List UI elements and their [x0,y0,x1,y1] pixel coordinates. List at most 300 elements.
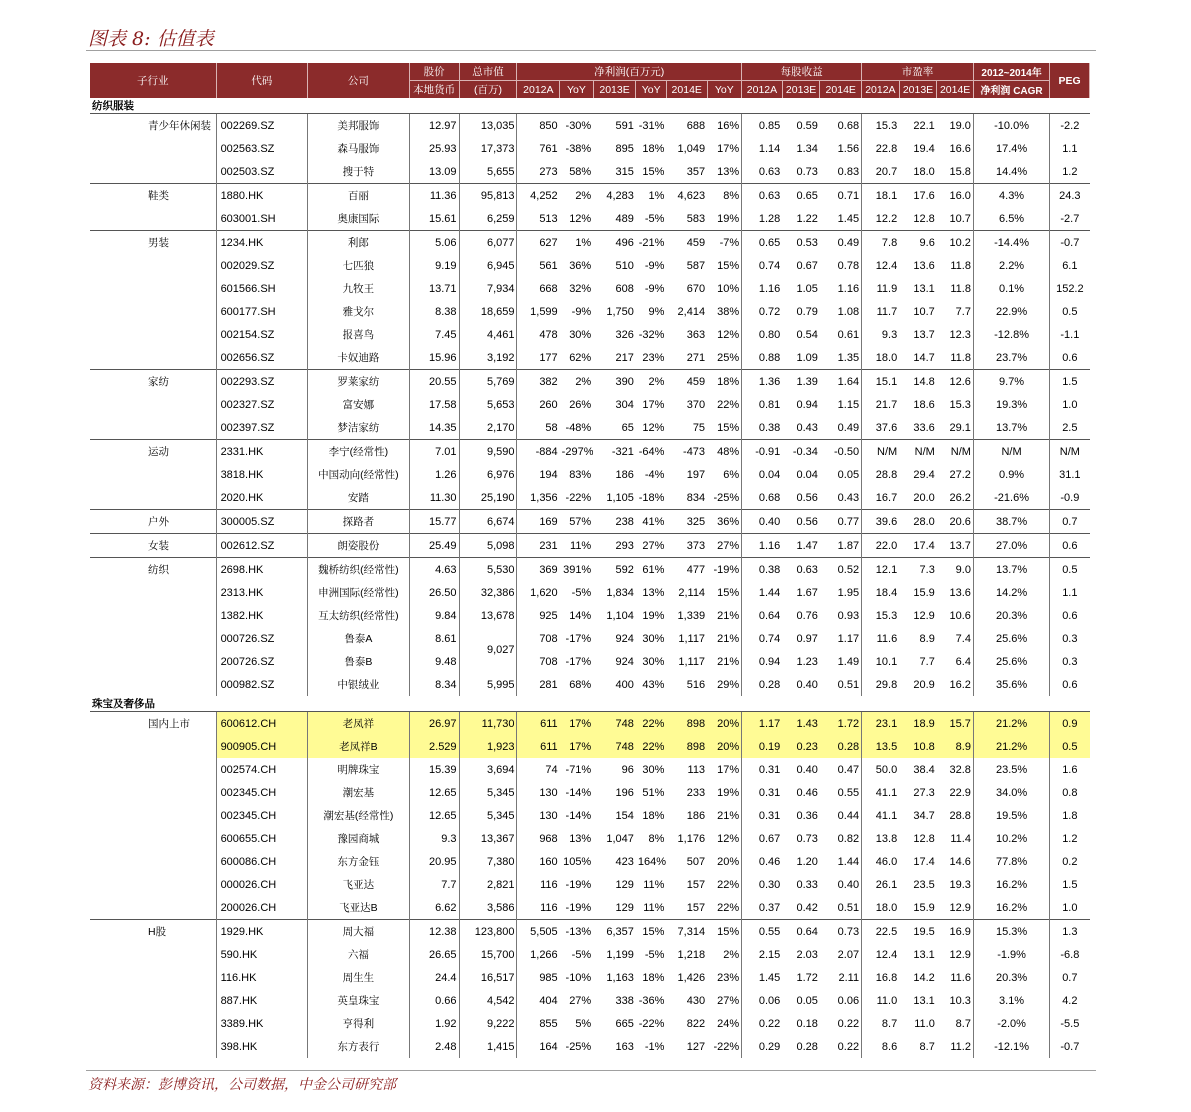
eps-2014e-cell: 1.15 [820,393,862,416]
price-cell: 24.4 [409,966,459,989]
sub-industry-cell [90,254,216,277]
np-2013e-cell: 1,105 [606,491,634,504]
header-np-yoy-2014: YoY [707,81,742,99]
header-market-cap: 总市值 [459,63,517,81]
cagr-cell: 23.7% [973,346,1049,370]
market-cap-cell: 9,222 [459,1012,517,1035]
peg-cell: -0.7 [1050,231,1090,255]
pe-2014e-cell: 15.7 [937,712,974,736]
cagr-cell: 38.7% [973,510,1049,534]
pe-2012a-cell: 18.4 [875,586,898,599]
cagr-cell: 21.2% [973,735,1049,758]
eps-2012a-cell: 0.64 [758,609,781,622]
code-cell: 002656.SZ [216,346,308,370]
eps-2012a-cell: 0.74 [758,632,781,645]
np-yoy-2012-cell: -30% [565,119,592,132]
table-row [90,920,1090,944]
pe-2014e-cell: 11.8 [937,277,974,300]
eps-2013e-cell: 0.43 [796,421,818,434]
np-2014e-cell: 1,117 [678,655,706,668]
sub-industry-cell [90,966,216,989]
np-2012a-cell: 561 [539,259,558,272]
pe-2013e-cell: 38.4 [913,763,935,776]
np-2014e-cell: 233 [686,786,706,799]
price-cell: 26.50 [409,581,459,604]
np-yoy-2013-cell: 19% [642,609,665,622]
market-cap-cell: 6,945 [459,254,517,277]
np-yoy-2012-cell: -297% [560,440,594,464]
header-np-yoy-2013: YoY [636,81,667,99]
code-cell: 000726.SZ [216,627,308,650]
table-row [90,486,1090,510]
np-yoy-2013-cell: 30% [642,655,665,668]
np-2012a-cell: 160 [539,855,558,868]
market-cap-cell: 4,461 [459,323,517,346]
price-cell: 8.38 [409,300,459,323]
peg-cell: 1.6 [1062,763,1078,776]
peg-cell: -5.5 [1060,1017,1080,1030]
market-cap-cell: 2,821 [459,873,517,896]
pe-2014e-cell: 7.7 [937,300,974,323]
company-cell: 六福 [308,943,410,966]
eps-2013e-cell: -0.34 [782,440,820,464]
eps-2012a-cell: 1.16 [742,534,783,558]
np-2012a-cell: 74 [545,763,558,776]
table-row [90,114,1090,138]
np-2014e-cell: 357 [686,165,706,178]
eps-2012a-cell: 1.44 [758,586,781,599]
np-yoy-2013-cell: 9% [648,305,665,318]
price-cell: 7.45 [409,323,459,346]
eps-2013e-cell: 0.56 [796,491,818,504]
np-2013e-cell: 338 [615,994,634,1007]
sub-industry-cell [90,486,216,510]
pe-2012a-cell: 12.2 [875,212,898,225]
eps-2012a-cell: 0.85 [758,119,781,132]
sub-industry-cell [90,160,216,184]
np-2013e-cell: 748 [593,735,636,758]
peg-cell: 152.2 [1056,282,1084,295]
np-2012a-cell: 130 [539,786,558,799]
sub-industry-cell [90,758,216,781]
code-cell: 000026.CH [216,873,308,896]
code-cell: 600086.CH [216,850,308,873]
np-2014e-cell: 1,426 [677,971,706,984]
np-2012a-cell: 1,620 [530,586,558,599]
np-2013e-cell: 163 [615,1040,634,1053]
peg-cell: 1.1 [1062,586,1078,599]
code-cell: 1382.HK [216,604,308,627]
header-pe: 市盈率 [862,63,974,81]
eps-2012a-cell: 0.29 [758,1040,781,1053]
code-cell: 1929.HK [216,920,308,944]
cagr-cell: -12.1% [973,1035,1049,1058]
np-yoy-2013-cell: -64% [636,440,667,464]
company-cell: 奥康国际 [308,207,410,231]
cagr-cell: 3.1% [973,989,1049,1012]
sub-industry-cell [90,581,216,604]
np-2013e-cell: 1,750 [606,305,634,318]
pe-2014e-cell: 8.9 [937,735,974,758]
eps-2012a-cell: 0.19 [742,735,783,758]
company-cell: 美邦服饰 [308,114,410,138]
np-2012a-cell: 668 [539,282,558,295]
market-cap-cell: 5,530 [459,558,517,582]
price-cell: 9.84 [409,604,459,627]
market-cap-cell: 1,415 [459,1035,517,1058]
pe-2014e-cell: 6.4 [937,650,974,673]
company-cell: 百丽 [308,184,410,208]
cagr-cell: 25.6% [973,650,1049,673]
code-cell: 1234.HK [216,231,308,255]
pe-2013e-cell: 17.4 [913,855,935,868]
sub-industry-cell: 运动 [90,440,216,464]
table-row [90,896,1090,920]
np-2013e-cell: 924 [615,655,634,668]
eps-2012a-cell: 0.28 [758,678,781,691]
pe-2013e-cell: 14.8 [899,370,937,394]
market-cap-cell: 7,934 [459,277,517,300]
sub-industry-cell [90,463,216,486]
pe-2012a-cell: 11.9 [876,282,898,295]
np-yoy-2012-cell: 68% [569,678,592,691]
company-cell: 中国动向(经常性) [308,463,410,486]
price-cell: 25.49 [409,534,459,558]
header-cagr: 净利润 CAGR [973,81,1049,99]
company-cell: 李宁(经常性) [308,440,410,464]
code-cell: 398.HK [216,1035,308,1058]
header-eps: 每股收益 [742,63,862,81]
np-2012a-cell: -884 [517,440,560,464]
table-body [90,98,1090,1058]
eps-2012a-cell: 1.17 [742,712,783,736]
pe-2014e-cell: 12.3 [937,323,974,346]
pe-2013e-cell: 34.7 [913,809,935,822]
pe-2014e-cell: 11.4 [937,827,974,850]
pe-2012a-cell: 22.8 [875,142,898,155]
cagr-cell: -1.9% [973,943,1049,966]
pe-2012a-cell: 12.4 [875,948,898,961]
code-cell: 2331.HK [216,440,308,464]
price-cell: 13.71 [409,277,459,300]
eps-2013e-cell: 0.79 [796,305,818,318]
np-yoy-2013-cell: 17% [642,398,665,411]
price-cell: 1.26 [409,463,459,486]
np-2014e-cell: 325 [666,510,707,534]
pe-2013e-cell: 12.8 [913,832,935,845]
np-yoy-2012-cell: 2% [560,370,594,394]
market-cap-cell: 123,800 [459,920,517,944]
code-cell: 590.HK [216,943,308,966]
np-2012a-cell: 58 [545,421,558,434]
sub-industry-cell: 鞋类 [90,184,216,208]
eps-2012a-cell: 1.28 [758,212,781,225]
peg-cell: 1.3 [1050,920,1090,944]
company-cell: 鲁泰B [308,650,410,673]
pe-2013e-cell: 15.9 [913,901,935,914]
price-cell: 9.48 [409,650,459,673]
np-2014e-cell: 75 [692,421,706,434]
eps-2013e-cell: 1.72 [796,971,818,984]
eps-2014e-cell: 0.05 [820,463,862,486]
np-2014e-cell: 271 [686,351,706,364]
price-cell: 15.96 [409,346,459,370]
pe-2014e-cell: 22.9 [937,781,974,804]
peg-cell: -2.2 [1060,119,1080,132]
pe-2013e-cell: 7.7 [919,655,935,668]
market-cap-cell: 32,386 [459,581,517,604]
sub-industry-cell [90,850,216,873]
eps-2014e-cell: 0.71 [820,184,862,208]
cagr-cell: 13.7% [973,558,1049,582]
market-cap-cell: 6,077 [459,231,517,255]
pe-2014e-cell: 10.2 [937,231,974,255]
pe-2013e-cell: 19.4 [913,142,935,155]
np-2012a-cell: 611 [517,712,560,736]
pe-2014e-cell: 15.3 [937,393,974,416]
company-cell: 九牧王 [308,277,410,300]
np-yoy-2014-cell: 18% [707,370,742,394]
eps-2014e-cell: 0.78 [820,254,862,277]
cagr-cell: 19.3% [973,393,1049,416]
pe-2012a-cell: 12.4 [875,259,898,272]
np-yoy-2014-cell: 21% [707,604,742,627]
table-row [90,393,1090,416]
peg-cell: 1.0 [1062,901,1078,914]
market-cap-cell: 15,700 [459,943,517,966]
eps-2013e-cell: 1.22 [796,212,818,225]
header-eps-2012a: 2012A [742,81,783,99]
market-cap-cell: 3,586 [459,896,517,920]
eps-2013e-cell: 0.04 [796,468,818,481]
pe-2014e-cell: 12.9 [937,943,974,966]
np-yoy-2013-cell: 22% [636,712,667,736]
peg-cell: 0.7 [1050,510,1090,534]
market-cap-cell: 6,976 [459,463,517,486]
np-yoy-2014-cell: -25% [707,486,742,510]
np-yoy-2012-cell: 83% [569,468,592,481]
header-sub-industry: 子行业 [90,63,216,98]
market-cap-cell: 7,380 [459,850,517,873]
sub-industry-cell [90,896,216,920]
code-cell: 2698.HK [216,558,308,582]
code-cell: 002503.SZ [216,160,308,184]
cagr-cell: 23.5% [973,758,1049,781]
header-cagr-period: 2012~2014年 [973,63,1049,81]
np-2013e-cell: 326 [615,328,634,341]
table-row [90,604,1090,627]
table-row [90,650,1090,673]
np-yoy-2013-cell: -9% [644,282,665,295]
eps-2014e-cell: 1.08 [820,300,862,323]
cagr-cell: 27.0% [973,534,1049,558]
header-pe-2013e: 2013E [899,81,937,99]
table-row [90,277,1090,300]
company-cell: 报喜鸟 [308,323,410,346]
eps-2013e-cell: 1.20 [796,855,818,868]
header-np-2013e: 2013E [593,81,636,99]
sub-industry-cell [90,416,216,440]
company-cell: 周生生 [308,966,410,989]
sub-industry-cell [90,1035,216,1058]
eps-2014e-cell: 0.55 [820,781,862,804]
np-yoy-2014-cell: 29% [707,673,742,696]
eps-2014e-cell: 0.68 [820,114,862,138]
section-title: 纺织服装 [90,98,1090,114]
code-cell: 600177.SH [216,300,308,323]
header-np-2012a: 2012A [517,81,560,99]
np-yoy-2012-cell: -71% [565,763,592,776]
np-yoy-2012-cell: -38% [565,142,592,155]
peg-cell: 1.5 [1050,370,1090,394]
price-cell: 1.92 [409,1012,459,1035]
eps-2013e-cell: 0.33 [796,878,818,891]
np-yoy-2012-cell: -14% [565,786,592,799]
np-yoy-2013-cell: -22% [638,1017,665,1030]
peg-cell: 0.6 [1062,351,1078,364]
code-cell: 2313.HK [216,581,308,604]
sub-industry-cell [90,650,216,673]
eps-2013e-cell: 0.94 [796,398,818,411]
table-header [90,63,1090,98]
company-cell: 罗莱家纺 [308,370,410,394]
price-cell: 14.35 [409,416,459,440]
eps-2013e-cell: 1.43 [782,712,820,736]
peg-cell: -2.7 [1060,212,1080,225]
sub-industry-cell [90,1012,216,1035]
eps-2013e-cell: 0.42 [796,901,818,914]
pe-2012a-cell: 18.0 [875,351,898,364]
footer-divider [86,1070,1096,1071]
cagr-cell: 19.5% [973,804,1049,827]
company-cell: 梦洁家纺 [308,416,410,440]
code-cell: 603001.SH [216,207,308,231]
sub-industry-cell [90,604,216,627]
eps-2014e-cell: -0.50 [820,440,862,464]
np-2014e-cell: 157 [686,878,706,891]
eps-2012a-cell: 1.45 [758,971,781,984]
price-cell: 12.38 [409,920,459,944]
price-cell: 13.09 [409,160,459,184]
pe-2014e-cell: 10.6 [937,604,974,627]
section-row [90,696,1090,712]
source-note: 资料来源：彭博资讯，公司数据，中金公司研究部 [88,1077,396,1093]
sub-industry-cell [90,673,216,696]
eps-2014e-cell: 0.22 [820,1035,862,1058]
market-cap-cell: 9,027 [459,627,517,673]
np-yoy-2013-cell: -18% [638,491,665,504]
np-2013e-cell: 129 [615,901,634,914]
pe-2013e-cell: 15.9 [913,586,935,599]
eps-2013e-cell: 0.40 [796,763,818,776]
market-cap-cell: 16,517 [459,966,517,989]
table-row [90,534,1090,558]
pe-2012a-cell: 8.6 [881,1040,898,1053]
np-2014e-cell: 2,414 [677,305,706,318]
np-2012a-cell: 382 [517,370,560,394]
pe-2013e-cell: 19.5 [899,920,937,944]
peg-cell: 0.6 [1050,534,1090,558]
eps-2012a-cell: 0.40 [742,510,783,534]
company-cell: 老凤祥 [308,712,410,736]
price-cell: 20.95 [409,850,459,873]
code-cell: 300005.SZ [216,510,308,534]
header-market-cap-unit: (百万) [459,81,517,99]
peg-cell: -1.1 [1060,328,1080,341]
table-row [90,463,1090,486]
np-yoy-2014-cell: 16% [707,114,742,138]
eps-2012a-cell: 0.81 [758,398,781,411]
eps-2012a-cell: 0.68 [758,491,781,504]
company-cell: 魏桥纺织(经常性) [308,558,410,582]
eps-2013e-cell: 0.56 [782,510,820,534]
np-yoy-2014-cell: 19% [707,207,742,231]
eps-2012a-cell: 0.38 [758,421,781,434]
np-2012a-cell: 231 [517,534,560,558]
eps-2013e-cell: 0.63 [782,558,820,582]
pe-2013e-cell: 17.4 [899,534,937,558]
table-row [90,781,1090,804]
cagr-cell: 0.1% [973,277,1049,300]
company-cell: 东方表行 [308,1035,410,1058]
price-cell: 15.39 [409,758,459,781]
table-row [90,673,1090,696]
np-yoy-2014-cell: 22% [707,393,742,416]
peg-cell: 4.2 [1062,994,1078,1007]
np-2013e-cell: 591 [615,119,634,132]
company-cell: 探路者 [308,510,410,534]
market-cap-cell: 5,098 [459,534,517,558]
np-yoy-2013-cell: 41% [636,510,667,534]
np-2013e-cell: 423 [615,855,634,868]
price-cell: 26.65 [409,943,459,966]
pe-2012a-cell: 16.7 [875,491,898,504]
np-2013e-cell: 315 [615,165,634,178]
section-row [90,98,1090,114]
np-2014e-cell: 583 [686,212,706,225]
np-yoy-2012-cell: 58% [569,165,592,178]
pe-2014e-cell: 16.9 [937,920,974,944]
eps-2013e-cell: 1.39 [782,370,820,394]
figure-title: 图表 8: 估值表 [88,28,214,50]
np-2012a-cell: 273 [539,165,558,178]
np-2013e-cell: 895 [615,142,634,155]
np-yoy-2012-cell: 5% [575,1017,592,1030]
cagr-cell: 21.2% [973,712,1049,736]
company-cell: 雅戈尔 [308,300,410,323]
company-cell: 七匹狼 [308,254,410,277]
cagr-cell: 25.6% [973,627,1049,650]
market-cap-cell: 1,923 [459,735,517,758]
peg-cell: 1.2 [1062,165,1078,178]
pe-2013e-cell: 8.7 [919,1040,935,1053]
np-yoy-2013-cell: 30% [642,632,665,645]
pe-2012a-cell: 28.8 [875,468,898,481]
table-row [90,735,1090,758]
valuation-table [90,63,1090,1058]
np-yoy-2014-cell: 48% [707,440,742,464]
np-yoy-2013-cell: 15% [636,920,667,944]
np-yoy-2013-cell: 27% [636,534,667,558]
price-cell: 15.61 [409,207,459,231]
np-2013e-cell: 6,357 [593,920,636,944]
pe-2012a-cell: 18.0 [875,901,898,914]
eps-2013e-cell: 1.23 [796,655,818,668]
np-2013e-cell: 4,283 [593,184,636,208]
eps-2013e-cell: 0.67 [796,259,818,272]
np-yoy-2013-cell: 1% [636,184,667,208]
pe-2013e-cell: 13.1 [913,994,935,1007]
